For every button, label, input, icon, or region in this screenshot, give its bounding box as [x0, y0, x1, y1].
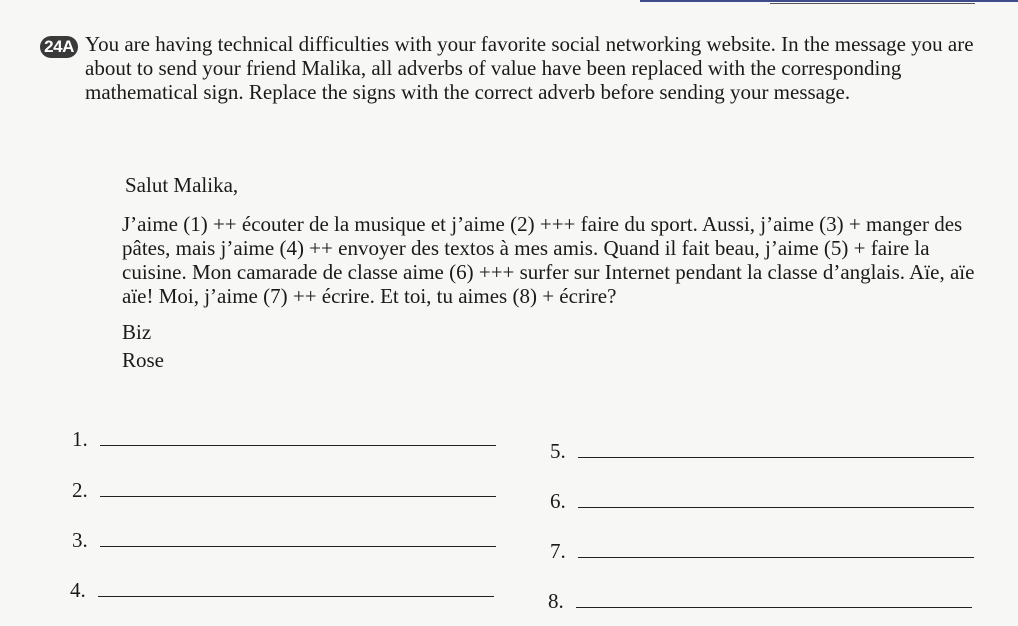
answer-line[interactable]	[100, 496, 496, 497]
answer-number: 8.	[548, 589, 564, 613]
answer-line[interactable]	[100, 546, 496, 547]
answer-number: 3.	[72, 528, 88, 552]
answer-line[interactable]	[578, 457, 974, 458]
answer-number: 6.	[550, 489, 566, 513]
answer-number: 4.	[70, 578, 86, 602]
exercise-instructions: You are having technical difficulties with your favorite social networking website. In the message you are about to send your friend Malika, all adverbs of value have been replaced with the corresponding mathematical sign. Replace the signs with the correct adverb before sending your message.	[85, 32, 974, 104]
exercise-badge: 24A	[40, 36, 78, 58]
letter-closing: Biz	[122, 320, 152, 344]
answer-number: 1.	[72, 427, 88, 451]
answer-line[interactable]	[98, 596, 494, 597]
answer-4[interactable]	[70, 579, 494, 601]
answer-line[interactable]	[578, 507, 974, 508]
letter-greeting: Salut Malika,	[125, 173, 239, 197]
letter-body: J’aime (1) ++ écouter de la musique et j’aime (2) +++ faire du sport. Aussi, j’aime (3) + manger des pâtes, mais j’aime (4) ++ envoyer des textos à mes amis. Quand il fait beau, j’aime (5) + faire la cuisine. Mon camarade de classe aime (6) +++ surfer sur Internet pendant la classe d’anglais. Aïe, aïe aïe! Moi, j’aime (7) ++ écrire. Et toi, tu aimes (8) + écrire?	[122, 212, 975, 308]
answer-1[interactable]	[72, 428, 496, 450]
answer-number: 2.	[72, 478, 88, 502]
answer-number: 5.	[550, 439, 566, 463]
answer-8[interactable]	[548, 590, 972, 612]
answer-2[interactable]	[72, 479, 496, 501]
answer-7[interactable]	[550, 540, 974, 562]
answer-3[interactable]	[72, 529, 496, 551]
letter-signature: Rose	[122, 348, 164, 372]
answer-line[interactable]	[576, 607, 972, 608]
answer-number: 7.	[550, 539, 566, 563]
answer-6[interactable]	[550, 490, 974, 512]
answer-line[interactable]	[578, 557, 974, 558]
answer-line[interactable]	[100, 445, 496, 446]
answer-5[interactable]	[550, 440, 974, 462]
